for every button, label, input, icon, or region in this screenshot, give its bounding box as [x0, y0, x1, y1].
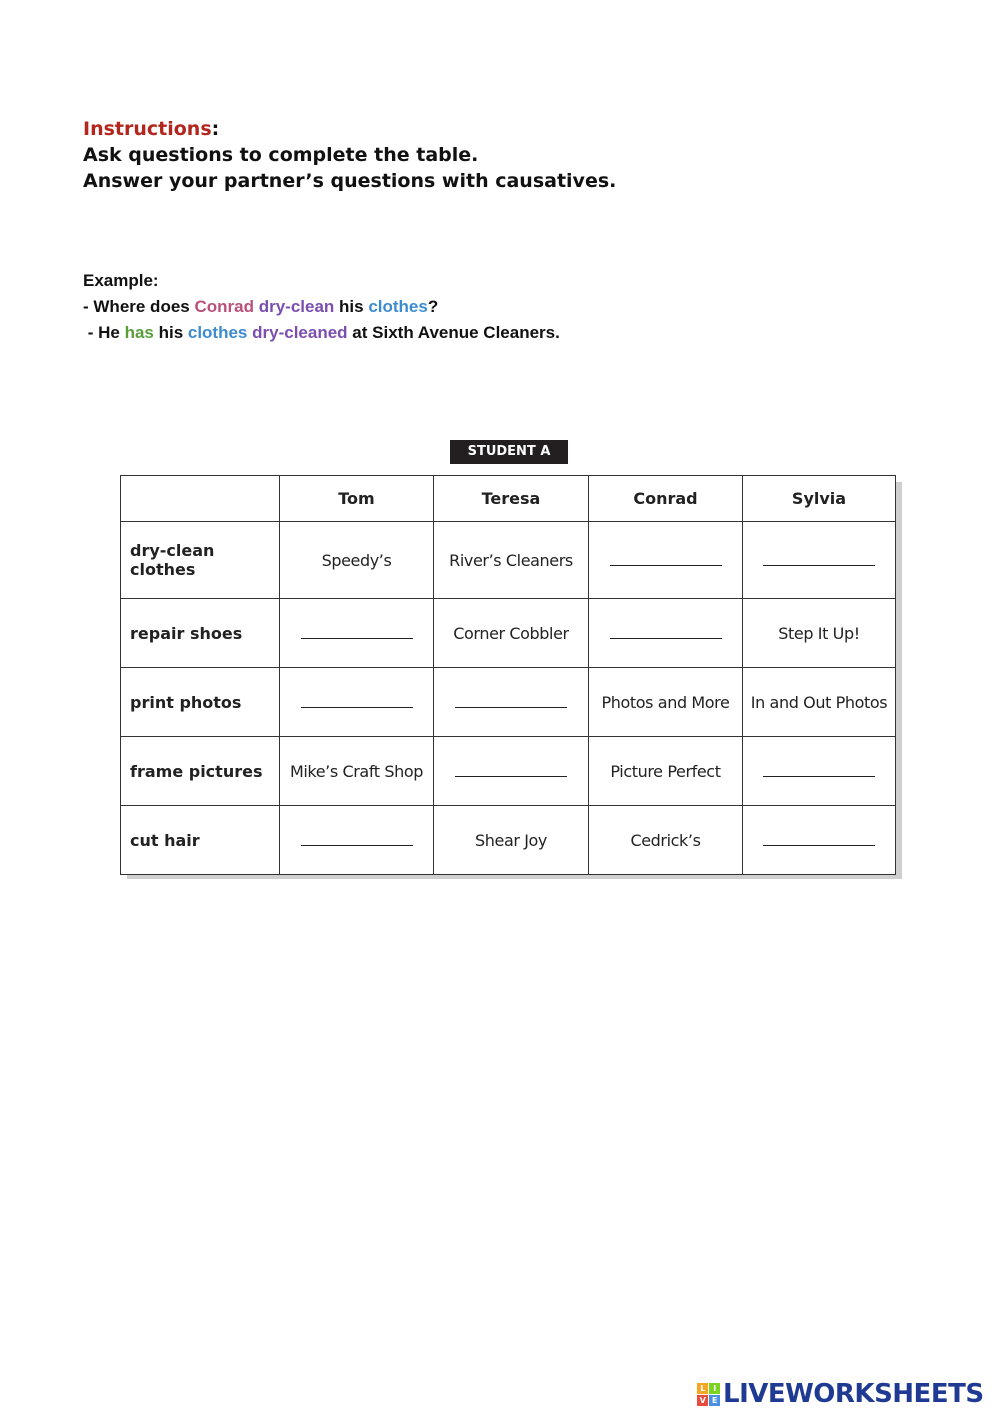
blank-cell	[280, 599, 434, 668]
row-task-label: repair shoes	[121, 599, 280, 668]
example-q-prefix: - Where does	[83, 297, 195, 316]
example-a-has: has	[124, 323, 154, 342]
logo-mark-letter: V	[697, 1395, 708, 1406]
example-label: Example:	[83, 271, 159, 290]
blank-answer-line[interactable]	[763, 831, 875, 846]
blank-answer-line[interactable]	[301, 624, 413, 639]
table-cell	[280, 737, 434, 806]
table-row	[121, 668, 896, 737]
blank-answer-line[interactable]	[455, 693, 567, 708]
example-q-end: ?	[427, 297, 439, 316]
cell-text: Shear Joy	[475, 830, 547, 850]
example-q-object: clothes	[368, 297, 428, 316]
instructions-heading	[83, 116, 616, 142]
example-a-his: his	[153, 323, 188, 342]
cell-text: Picture Perfect	[610, 761, 721, 781]
row-task-label: cut hair	[121, 806, 280, 875]
header-teresa: Teresa	[434, 476, 589, 522]
blank-answer-line[interactable]	[610, 624, 722, 639]
instructions-line-1: Ask questions to complete the table.	[83, 144, 479, 166]
header-sylvia: Sylvia	[743, 476, 896, 522]
cell-text: Cedrick’s	[630, 830, 701, 850]
row-task-label: dry-clean clothes	[121, 522, 280, 599]
table-header-row	[121, 476, 896, 522]
logo-mark-letter: L	[697, 1383, 708, 1394]
instructions-colon: :	[211, 118, 220, 140]
blank-answer-line[interactable]	[763, 551, 875, 566]
blank-answer-line[interactable]	[455, 762, 567, 777]
blank-cell	[589, 599, 743, 668]
blank-answer-line[interactable]	[610, 551, 722, 566]
table-cell	[743, 668, 896, 737]
blank-cell	[280, 806, 434, 875]
blank-cell	[434, 737, 589, 806]
cell-text: River’s Cleaners	[449, 550, 573, 570]
table-row	[121, 522, 896, 599]
blank-cell	[280, 668, 434, 737]
table-cell	[434, 599, 589, 668]
table-row	[121, 806, 896, 875]
table-cell	[280, 522, 434, 599]
example-a-verb: dry-cleaned	[252, 323, 348, 342]
liveworksheets-logo	[697, 1378, 984, 1410]
instructions-title: Instructions	[83, 118, 212, 140]
errands-table-container	[120, 475, 895, 872]
example-q-name: Conrad	[194, 297, 254, 316]
example-a-end: at Sixth Avenue Cleaners.	[347, 323, 560, 342]
blank-answer-line[interactable]	[763, 762, 875, 777]
blank-answer-line[interactable]	[301, 693, 413, 708]
instructions-line-2: Answer your partner’s questions with causatives.	[83, 170, 617, 192]
logo-mark-letter: E	[709, 1395, 720, 1406]
logo-mark-icon	[697, 1383, 720, 1406]
table-cell	[589, 737, 743, 806]
table-row	[121, 599, 896, 668]
cell-text: Photos and More	[601, 692, 730, 712]
example-answer	[83, 320, 560, 346]
example-q-his: his	[334, 297, 369, 316]
blank-cell	[589, 522, 743, 599]
table-row	[121, 737, 896, 806]
blank-answer-line[interactable]	[301, 831, 413, 846]
cell-text: In and Out Photos	[750, 692, 888, 712]
cell-text: Mike’s Craft Shop	[289, 761, 423, 781]
example-a-prefix: - He	[83, 323, 125, 342]
logo-text: LIVEWORKSHEETS	[723, 1379, 984, 1409]
table-cell	[589, 806, 743, 875]
example-question	[83, 294, 560, 320]
example-a-object: clothes	[187, 323, 248, 342]
cell-text: Step It Up!	[778, 623, 860, 643]
student-a-label: STUDENT A	[450, 440, 568, 464]
blank-cell	[743, 522, 896, 599]
table-cell	[589, 668, 743, 737]
logo-mark-letter: I	[709, 1383, 720, 1394]
cell-text: Speedy’s	[321, 550, 392, 570]
row-task-label: print photos	[121, 668, 280, 737]
table-cell	[743, 599, 896, 668]
blank-cell	[743, 737, 896, 806]
example-q-verb: dry-clean	[258, 297, 335, 316]
cell-text: Corner Cobbler	[453, 623, 569, 643]
row-task-label: frame pictures	[121, 737, 280, 806]
example-block	[83, 268, 560, 346]
table-cell	[434, 806, 589, 875]
table-cell	[434, 522, 589, 599]
blank-cell	[434, 668, 589, 737]
blank-cell	[743, 806, 896, 875]
errands-table	[120, 475, 896, 875]
header-conrad: Conrad	[589, 476, 743, 522]
header-tom: Tom	[280, 476, 434, 522]
header-empty	[121, 476, 280, 522]
instructions-block	[83, 116, 616, 194]
